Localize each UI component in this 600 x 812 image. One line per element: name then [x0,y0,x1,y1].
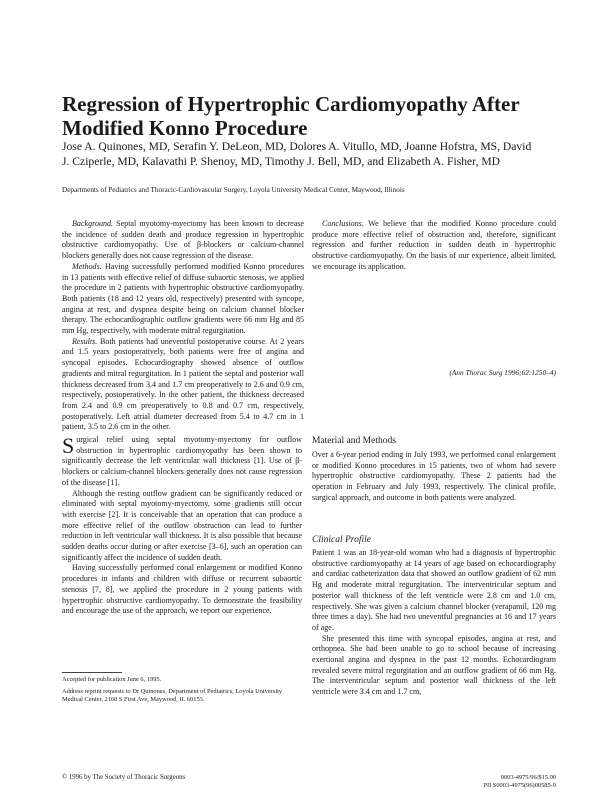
abstract-background: Background. Septal myotomy-myectomy has been known to decrease the incidence of sudden death and produce regression in hypertrophic obstructive cardiomyopathy. Use of β-blockers or calcium-channel blockers generally does not cause regression of the disease. [62,219,304,261]
article-title: Regression of Hypertrophic Cardiomyopathy After Modified Konno Procedure [62,92,520,140]
abstract-right-column [312,219,556,273]
clinical-paragraph-1: Patient 1 was an 18-year-old woman who had a diagnosis of hypertrophic obstructive cardiomyopathy at 14 years of age based on echocardiography and cardiac catheterization data that showed an outflow gradient of 62 mm Hg and moderate mitral regurgitation. The interventricular septum and posterior wall thickness of the left ventricle were 2.8 cm and 1.0 cm, respectively. She was given a calcium channel blocker (verapamil, 120 mg three times a day). She had two uneventful pregnancies at 16 and 17 years of age. [312,548,556,632]
methods-paragraph: Over a 6-year period ending in July 1993, we performed conal enlargement or modified Konno procedures in 15 patients, two of whom had severe hypertrophic obstructive cardiomyopathy. These 2 patients had the operation in February and July 1993, respectively. The clinical profile, surgical approach, and outcome in both patients were analyzed. [312,450,556,502]
issn-block [470,774,556,790]
accepted-note: Accepted for publication June 6, 1995. [62,676,162,683]
citation: (Ann Thorac Surg 1996;62:1250–4) [449,368,556,377]
section-heading: Material and Methods [312,436,396,446]
abstract-left-column [62,219,304,433]
drop-cap: S [62,433,75,458]
affiliation: Departments of Pediatrics and Thoracic-Cardiovascular Surgery, Loyola University Medical Center, Maywood, Illinois [62,186,405,194]
author-list: Jose A. Quinones, MD, Serafin Y. DeLeon, MD, Dolores A. Vitullo, MD, Joanne Hofstra, MS, David J. Cziperle, MD, Kalavathi P. Shenoy, MD, Timothy J. Bell, MD, and Elizabeth A. Fisher, MD [62,140,532,168]
abstract-conclusions: Conclusions. We believe that the modified Konno procedure could produce more effective relief of obstruction and, therefore, significant regression and further reduction in sudden death in hypertrophic obstructive cardiomyopathy. On the basis of our experience, albeit limited, we encourage its application. [312,219,556,271]
intro-column [62,435,302,617]
reprint-note: Address reprint requests to Dr Quinones, Department of Pediatrics, Loyola University Medical Center, 2160 S First Ave, Maywood, IL 60153. [62,688,283,704]
clinical-profile-column [312,548,556,698]
issn-line: 0003-4975/96/$15.00 [500,774,556,781]
copyright: © 1996 by The Society of Thoracic Surgeons [62,774,186,781]
intro-paragraph-1: Surgical relief using septal myotomy-myectomy for outflow obstruction in hypertrophic cardiomyopathy has been shown to significantly decrease the left ventricular wall thickness [1]. Use of β-blockers or calcium-channel blockers generally does not cause regression of the disease [1]. [62,433,302,487]
intro-paragraph-2: Although the resting outflow gradient can be significantly reduced or eliminated with septal myotomy-myectomy, some gradients still occur with exercise [2]. It is conceivable that an operation that can produce a more effective relief of the outflow obstruction can lead to further reduction in left ventricular wall thickness. It is also possible that because sudden deaths occur during or after exercise [3–6], such an operation can significantly affect the incidence of sudden death. [62,488,302,562]
abstract-results-start: Results. Both patients had uneventful postoperative course. At 2 years and 1.5 years postoperatively, both patients were free of angina and syncopal episodes. Echocardiography showed absence of outflow gradients and mitral regurgitation. In 1 patient the septal and posterior wall thickness decreased from 3.4 and 1.7 cm preoperatively to 2.6 and 0.9 cm, respectively, postoperatively. In the other patient, the thickness decreased from 2.4 and 0.9 cm preoperatively to 0.8 and 0.7 cm, respectively, postoperatively. Left atrial diameter decreased from 5.4 to 4.7 cm in 1 patient, 3.5 to 2.6 cm in the other. [62,336,304,432]
subsection-heading: Clinical Profile [312,535,372,545]
footnote-rule [62,672,122,673]
pii-line: PII S0003-4975(96)00585-9 [483,782,556,789]
intro-paragraph-3: Having successfully performed conal enlargement or modified Konno procedures in infants and children with diffuse or recurrent subaortic stenosis [7, 8], we applied the procedure in 2 young patients with hypertrophic obstructive cardiomyopathy. To demonstrate the feasibility and encourage the use of the approach, we report our experience. [62,563,302,616]
clinical-paragraph-2: She presented this time with syncopal episodes, angina at rest, and orthopnea. She had been unable to go to school because of increasing exertional angina and dyspnea in the past 12 months. Echocardiogram revealed severe mitral regurgitation and an outflow gradient of 66 mm Hg. The interventricular septum and posterior wall thickness of the left ventricle were 3.4 cm and 1.7 cm, [312,633,556,697]
abstract-methods: Methods. Having successfully performed modified Konno procedures in 13 patients with effective relief of diffuse subaortic stenosis, we applied the procedure in 2 patients with hypertrophic obstructive cardiomyopathy. Both patients (18 and 12 years old, respectively) presented with syncope, angina at rest, and dyspnea despite being on calcium channel blocker therapy. The echocardiographic outflow gradients were 66 mm Hg and 85 mm Hg, respectively, with moderate mitral regurgitation. [62,261,304,336]
